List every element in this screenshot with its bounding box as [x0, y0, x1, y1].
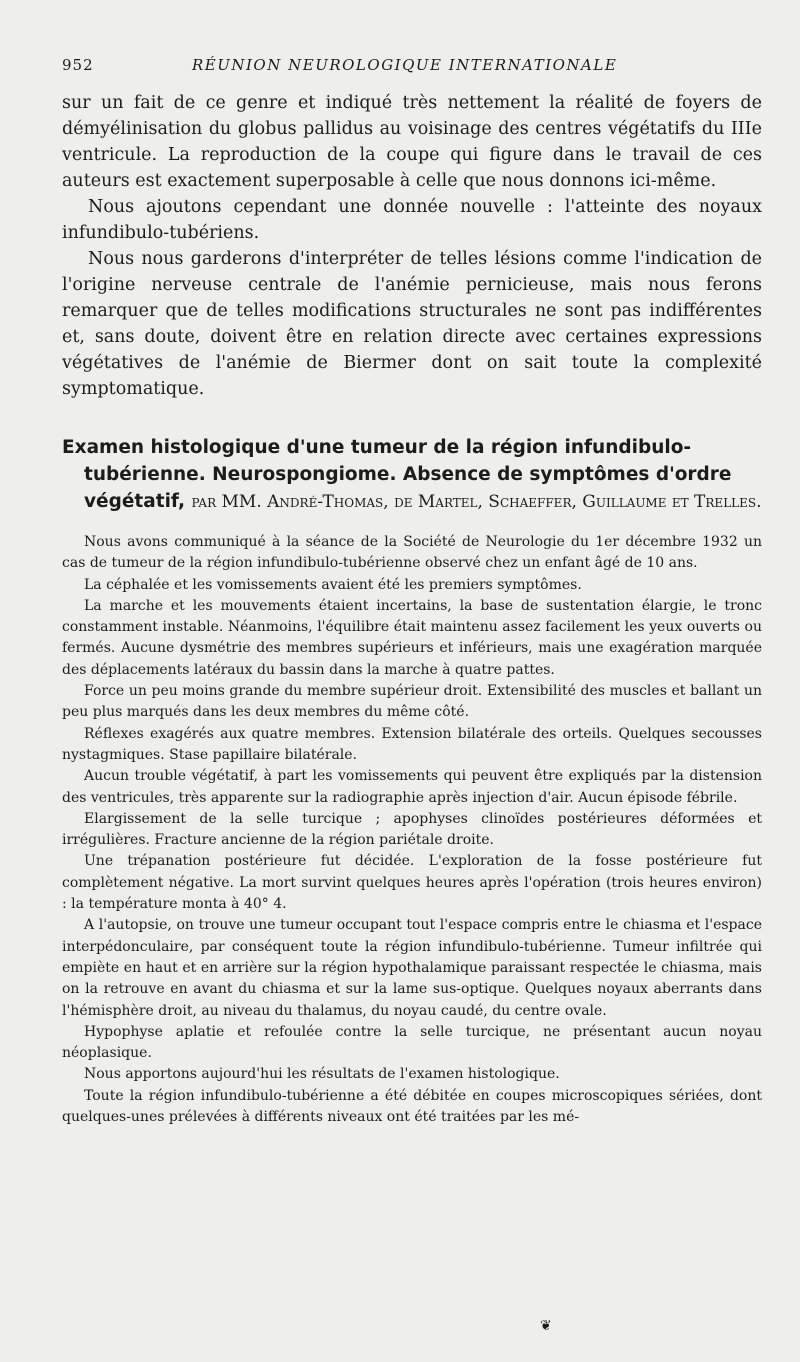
section-title [62, 434, 762, 516]
paragraph: Nous avons communiqué à la séance de la Société de Neurologie du 1er décembre 1932 un cas de tumeur de la région infundibulo-tubérienne observé chez un enfant âgé de 10 ans. [62, 534, 762, 572]
body-text [62, 532, 762, 1128]
intro-text [62, 90, 762, 402]
paragraph: A l'autopsie, on trouve une tumeur occupant tout l'espace compris entre le chiasma et l'espace interpédonculaire, par conséquent toute la région infundibulo-tubérienne. Tumeur infiltrée qui empiète en haut et en arrière sur la région hypothalamique paraissant respectée le chiasma, mais on la retrouve en avant du chiasma et sur la lame sus-optique. Quelques noyaux aberrants dans l'hémisphère droit, au niveau du thalamus, du noyau caudé, du centre ovale. [62, 917, 762, 1019]
page-header [62, 56, 762, 74]
paragraph: Réflexes exagérés aux quatre membres. Extension bilatérale des orteils. Quelques secousses nystagmiques. Stase papillaire bilatérale. [62, 725, 762, 763]
page-number: 952 [62, 56, 94, 74]
paragraph: Elargissement de la selle turcique ; apophyses clinoïdes postérieures déformées et irrégulières. Fracture ancienne de la région pariétale droite. [62, 810, 762, 849]
paragraph: Toute la région infundibulo-tubérienne a été débitée en coupes microscopiques sériées, dont quelques-unes prélevées à différents niveaux ont été traitées par les mé- [62, 1087, 762, 1126]
paragraph: Nous apportons aujourd'hui les résultats de l'examen histologique. [84, 1066, 560, 1083]
paragraph: Force un peu moins grande du membre supérieur droit. Extensibilité des muscles et ballant un peu plus marqués dans les deux membres du même côté. [62, 683, 762, 721]
paragraph: Aucun trouble végétatif, à part les vomissements qui peuvent être expliqués par la distension des ventricules, très apparente sur la radiographie après injection d'air. Aucun épisode fébrile. [62, 768, 762, 806]
footer-ornament: ❦ [540, 1318, 552, 1334]
running-head: RÉUNION NEUROLOGIQUE INTERNATIONALE [192, 56, 618, 74]
paragraph: Une trépanation postérieure fut décidée. L'exploration de la fosse postérieure fut complètement négative. La mort survint quelques heures après l'opération (trois heures environ) : la température monta à 40° 4. [62, 853, 762, 913]
page [62, 56, 762, 1128]
section-authors: par MM. André-Thomas, de Martel, Schaeffer, Guillaume et Trelles. [191, 492, 762, 512]
section-title-text: Examen histologique d'une tumeur de la région infundibulo-tubérienne. Neurospongiome. Absence de symptômes d'ordre végétatif, [62, 437, 732, 512]
paragraph: Hypophyse aplatie et refoulée contre la selle turcique, ne présentant aucun noyau néoplasique. [62, 1023, 762, 1062]
paragraph: La marche et les mouvements étaient incertains, la base de sustentation élargie, le tronc constamment instable. Néanmoins, l'équilibre était maintenu assez facilement les yeux ouverts ou fermés. Aucune dysmétrie des membres supérieurs et inférieurs, mais une exagération marquée des déplacements latéraux du bassin dans la marche à quatre pattes. [62, 597, 762, 678]
paragraph: sur un fait de ce genre et indiqué très nettement la réalité de foyers de démyélinisation du globus pallidus au voisinage des centres végétatifs du IIIe ventricule. La reproduction de la coupe qui figure dans le travail de ces auteurs est exactement superposable à celle que nous donnons ici-même. [62, 93, 762, 191]
paragraph: Nous nous garderons d'interpréter de telles lésions comme l'indication de l'origine nerveuse centrale de l'anémie pernicieuse, mais nous ferons remarquer que de telles modifications structurales ne sont pas indifférentes et, sans doute, doivent être en relation directe avec certaines expressions végétatives de l'anémie de Biermer dont on sait toute la complexité symptomatique. [62, 249, 762, 399]
paragraph: Nous ajoutons cependant une donnée nouvelle : l'atteinte des noyaux infundibulo-tubériens. [62, 197, 762, 243]
paragraph: La céphalée et les vomissements avaient été les premiers symptômes. [84, 576, 582, 593]
